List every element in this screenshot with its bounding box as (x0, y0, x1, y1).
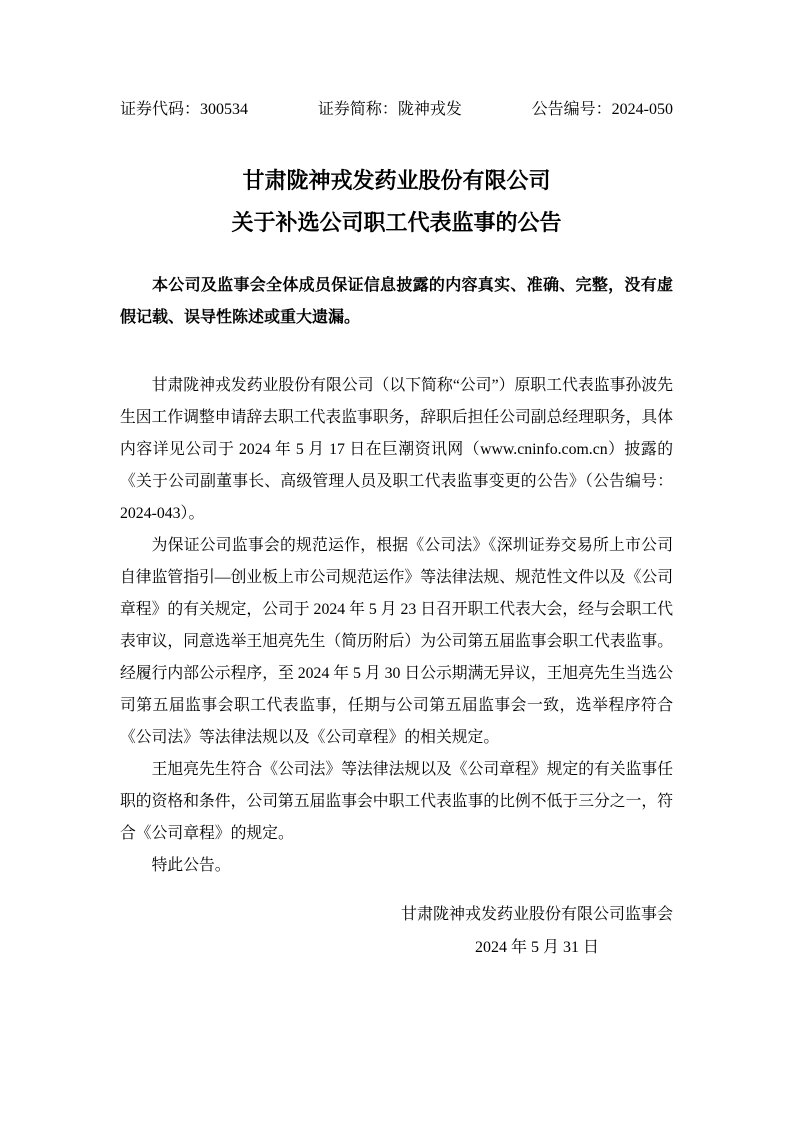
paragraph-qualification: 王旭亮先生符合《公司法》等法律法规以及《公司章程》规定的有关监事任职的资格和条件，公司第五届监事会中职工代表监事的比例不低于三分之一，符合《公司章程》的规定。 (120, 761, 673, 842)
paragraph-election: 为保证公司监事会的规范运作，根据《公司法》《深圳证券交易所上市公司自律监管指引—创业板上市公司规范运作》等法律法规、规范性文件以及《公司章程》的有关规定，公司于 2024 年 5 月 23 日召开职工代表大会，经与会职工代表审议，同意选举王旭亮先生（简历附后）为公司第五届监事会职工代表监事。经履行内部公示程序，至 2024 年 5 月 30 日公示期满无异议，王旭亮先生当选公司第五届监事会职工代表监事，任期与公司第五届监事会一致，选举程序符合《公司法》等法律法规以及《公司章程》的相关规定。 (120, 537, 673, 746)
stock-short-name: 证券简称：陇神戎发 (317, 101, 462, 118)
announcement-subject-title: 关于补选公司职工代表监事的公告 (231, 210, 562, 235)
company-name-title: 甘肃陇神戎发药业股份有限公司 (242, 168, 551, 193)
integrity-statement: 本公司及监事会全体成员保证信息披露的内容真实、准确、完整，没有虚假记载、误导性陈述或重大遗漏。 (120, 277, 673, 326)
signature-block (401, 898, 673, 964)
signature-date: 2024 年 5 月 31 日 (474, 939, 599, 956)
announcement-number: 公告编号：2024-050 (531, 101, 673, 118)
paragraph-resignation: 甘肃陇神戎发药业股份有限公司（以下简称“公司”）原职工代表监事孙波先生因工作调整申请辞去职工代表监事职务，辞职后担任公司副总经理职务，具体内容详见公司于 2024 年 5 月 17 日在巨潮资讯网（www.cninfo.com.cn）披露的《关于公司副董事长、高级管理人员及职工代表监事变更的公告》（公告编号：2024-043）。 (120, 377, 673, 522)
paragraph-closing: 特此公告。 (151, 857, 231, 874)
announcement-body (120, 370, 673, 882)
signature-company: 甘肃陇神戎发药业股份有限公司监事会 (400, 906, 673, 923)
document-title (120, 160, 673, 244)
stock-code: 证券代码：300534 (120, 101, 249, 118)
document-header (120, 100, 673, 120)
